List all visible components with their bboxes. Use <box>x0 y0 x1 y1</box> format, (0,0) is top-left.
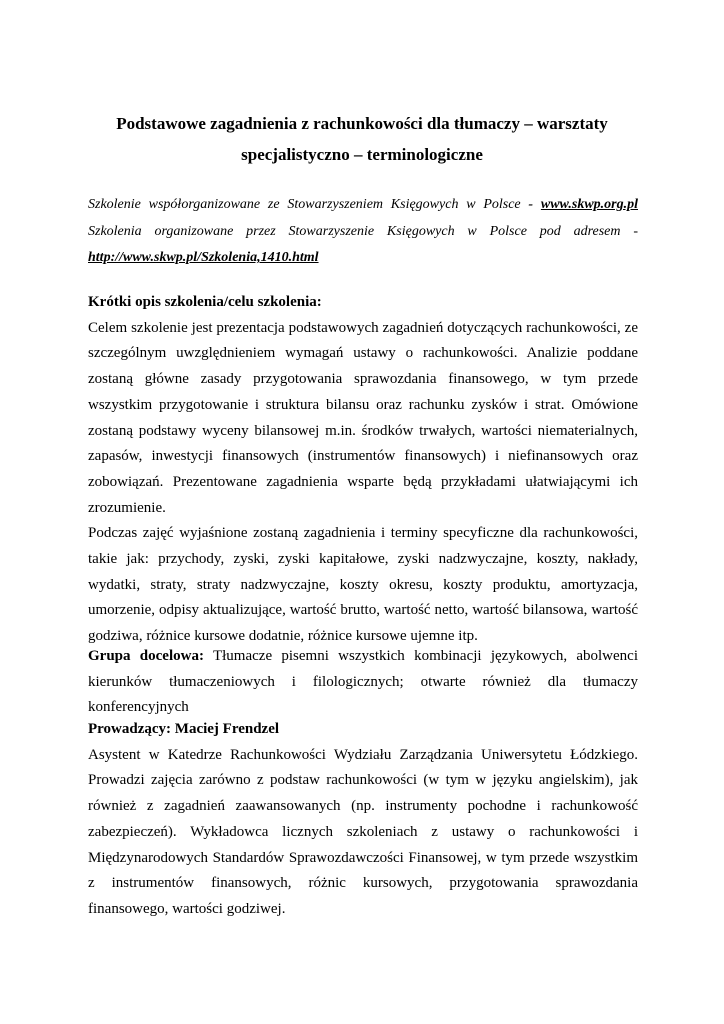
title-line-2: specjalistyczno – terminologiczne <box>241 145 483 164</box>
target-group-heading: Grupa docelowa: <box>88 648 204 664</box>
intro-section <box>88 192 638 272</box>
target-group-section <box>88 644 638 721</box>
skwp-website-link[interactable]: www.skwp.org.pl <box>540 197 638 212</box>
intro-line-2-text: Szkolenia organizowane przez Stowarzyszenie Księgowych w Polsce pod adresem - <box>88 223 638 239</box>
title-line-1: Podstawowe zagadnienia z rachunkowości dla tłumaczy – warsztaty <box>116 114 608 133</box>
instructor-heading: Prowadzący: Maciej Frendzel <box>88 721 280 737</box>
target-group-text: Tłumacze pisemni wszystkich kombinacji językowych, abolwenci kierunków tłumaczeniowych i filologicznych; otwarte również dla tłumaczy konferencyjnych <box>88 648 638 716</box>
course-description-paragraph-2: Podczas zajęć wyjaśnione zostaną zagadnienia i terminy specyficzne dla rachunkowości, takie jak: przychody, zyski, zyski kapitałowe, zyski nadzwyczajne, koszty, nakłady, wydatki, straty, straty nadzwyczajne, koszty okresu, koszty produktu, amortyzacja, umorzenie, odpisy aktualizujące, wartość brutto, wartość netto, wartość bilansowa, wartość godziwa, różnice kursowe dodatnie, różnice kursowe ujemne itp. <box>88 525 638 645</box>
skwp-training-link[interactable]: http://www.skwp.pl/Szkolenia,1410.html <box>88 250 319 265</box>
course-description-heading: Krótki opis szkolenia/celu szkolenia: <box>88 294 322 310</box>
instructor-section <box>88 717 638 923</box>
document-title <box>80 108 644 170</box>
instructor-bio: Asystent w Katedrze Rachunkowości Wydziału Zarządzania Uniwersytetu Łódzkiego. Prowadzi zajęcia zarówno z podstaw rachunkowości (w tym w języku angielskim), jak również z zagadnień zaawansowanych (np. instrumenty pochodne i rachunkowość zabezpieczeń). Wykładowca licznych szkoleniach z ustawy o rachunkowości i Międzynarodowych Standardów Sprawozdawczości Finansowej, w tym przede wszystkim z instrumentów finansowych, różnic kursowych, przygotowania sprawozdania finansowego, wartości godziwej. <box>88 746 638 917</box>
course-description-paragraph-1: Celem szkolenie jest prezentacja podstawowych zagadnień dotyczących rachunkowości, ze szczególnym uwzględnieniem wymagań ustawy o rachunkowości. Analizie poddane zostaną główne zasady przygotowania sprawozdania finansowego, w tym przede wszystkim przygotowanie i struktura bilansu oraz rachunku zysków i strat. Omówione zostaną podstawy wyceny bilansowej m.in. środków trwałych, wartości niematerialnych, zapasów, inwestycji finansowych (instrumentów finansowych) i niefinansowych oraz zobowiązań. Prezentowane zagadnienia wsparte będą przykładami ułatwiającymi ich zrozumienie. <box>88 319 638 516</box>
intro-line-1-text: Szkolenie współorganizowane ze Stowarzyszeniem Księgowych w Polsce <box>88 197 521 212</box>
course-description-section <box>88 290 638 650</box>
intro-separator: - <box>520 197 541 212</box>
